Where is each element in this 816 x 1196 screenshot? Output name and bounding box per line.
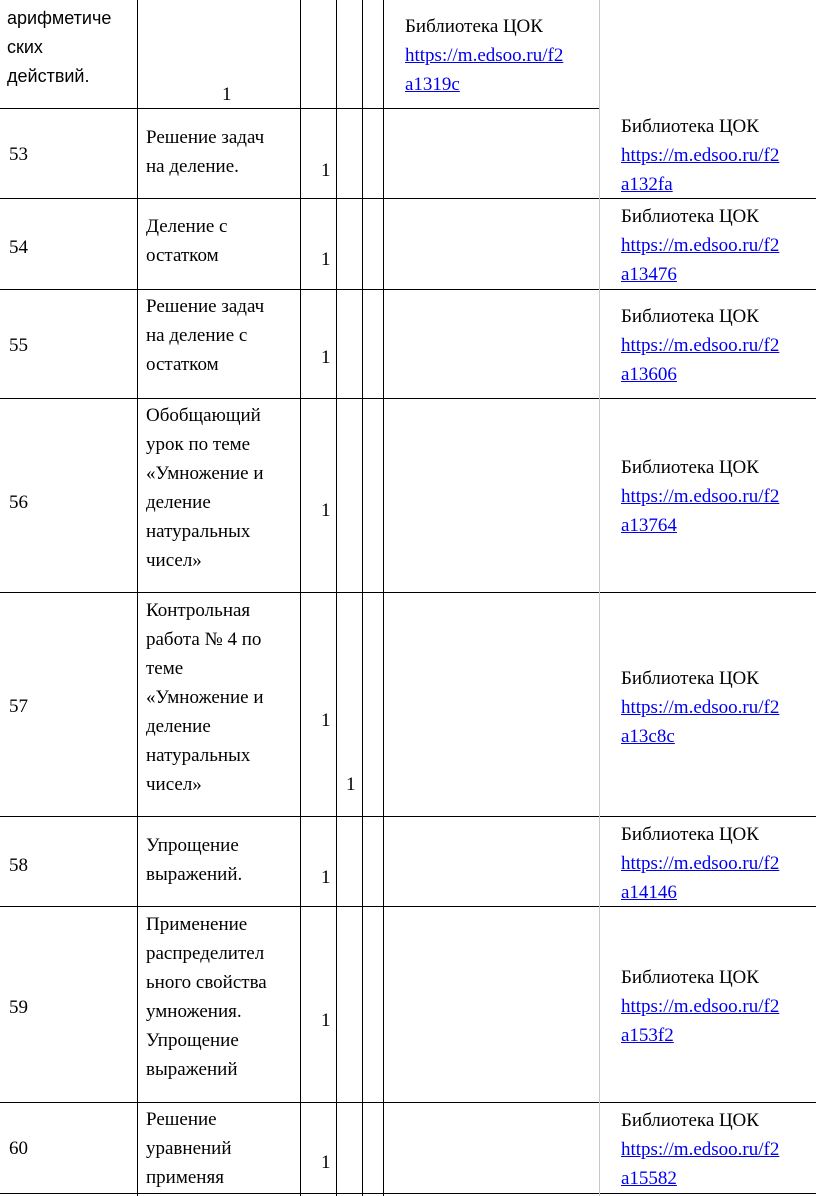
row-number: 54	[9, 237, 28, 258]
resource-link[interactable]: https://m.edsoo.ru/f2 a13c8c	[621, 697, 780, 747]
resource-link[interactable]: https://m.edsoo.ru/f2 a15582	[621, 1139, 780, 1189]
lesson-resource: Библиотека ЦОК https://m.edsoo.ru/f2 a13764	[621, 453, 779, 540]
lesson-title: Применение распределител ьного свойства умножения. Упрощение выражений	[146, 914, 267, 1080]
row-number: 60	[9, 1138, 28, 1159]
table-rule	[383, 108, 384, 1196]
row-number: 59	[9, 997, 28, 1018]
lesson-hours: 1	[321, 160, 331, 181]
table-rule	[0, 289, 816, 290]
resource-link[interactable]: https://m.edsoo.ru/f2 a153f2	[621, 996, 780, 1046]
lesson-hours: 1	[321, 500, 331, 521]
lesson-resource: Библиотека ЦОК https://m.edsoo.ru/f2 a14146	[621, 820, 779, 907]
table-rule	[137, 108, 138, 1196]
top-row-resource: Библиотека ЦОК https://m.edsoo.ru/f2 a1319c	[405, 12, 563, 99]
row-number: 57	[9, 696, 28, 717]
lesson-resource: Библиотека ЦОК https://m.edsoo.ru/f2 a13476	[621, 202, 779, 289]
table-rule	[0, 1102, 816, 1103]
lesson-title: Решение уравнений применяя	[146, 1109, 232, 1188]
lesson-title: Упрощение выражений.	[146, 835, 243, 885]
row-number: 55	[9, 335, 28, 356]
resource-link[interactable]: https://m.edsoo.ru/f2 a13764	[621, 486, 780, 536]
table-rule	[137, 0, 138, 108]
resource-link[interactable]: https://m.edsoo.ru/f2 a13606	[621, 335, 780, 385]
table-rule	[599, 108, 600, 1196]
table-rule	[336, 108, 337, 1196]
lesson-title: Контрольная работа № 4 по теме «Умножение и деление натуральных чисел»	[146, 600, 264, 795]
table-rule	[336, 0, 337, 108]
lesson-title: Решение задач на деление.	[146, 127, 265, 177]
resource-link[interactable]: https://m.edsoo.ru/f2 a14146	[621, 853, 780, 903]
lesson-hours: 1	[321, 249, 331, 270]
resource-link[interactable]: https://m.edsoo.ru/f2 a1319c	[405, 45, 564, 95]
row-number: 53	[9, 144, 28, 165]
top-row-hours: 1	[222, 84, 232, 105]
table-rule	[300, 108, 301, 1196]
lesson-title: Деление с остатком	[146, 216, 228, 266]
lesson-resource: Библиотека ЦОК https://m.edsoo.ru/f2 a132fa	[621, 112, 779, 199]
lesson-resource: Библиотека ЦОК https://m.edsoo.ru/f2 a13c8c	[621, 664, 779, 751]
control-work-count: 1	[346, 774, 356, 795]
table-rule	[362, 108, 363, 1196]
lesson-resource: Библиотека ЦОК https://m.edsoo.ru/f2 a15582	[621, 1106, 779, 1193]
lesson-hours: 1	[321, 710, 331, 731]
resource-link[interactable]: https://m.edsoo.ru/f2 a132fa	[621, 145, 780, 195]
lesson-hours: 1	[321, 867, 331, 888]
table-rule	[0, 398, 816, 399]
lesson-hours: 1	[321, 1010, 331, 1031]
lesson-title: Обобщающий урок по теме «Умножение и деление натуральных чисел»	[146, 405, 264, 571]
table-rule	[362, 0, 363, 108]
lesson-resource: Библиотека ЦОК https://m.edsoo.ru/f2 a13606	[621, 302, 779, 389]
lesson-hours: 1	[321, 347, 331, 368]
lesson-resource: Библиотека ЦОК https://m.edsoo.ru/f2 a153f2	[621, 963, 779, 1050]
table-rule	[300, 0, 301, 108]
table-rule	[0, 592, 816, 593]
lesson-title: Решение задач на деление с остатком	[146, 296, 265, 375]
row-number: 56	[9, 492, 28, 513]
table-rule	[599, 0, 600, 108]
table-rule	[0, 816, 816, 817]
top-row-title: арифметиче ских действий.	[7, 8, 112, 86]
table-rule	[0, 1193, 816, 1194]
lesson-hours: 1	[321, 1152, 331, 1173]
row-number: 58	[9, 855, 28, 876]
table-rule	[383, 0, 384, 108]
resource-link[interactable]: https://m.edsoo.ru/f2 a13476	[621, 235, 780, 285]
